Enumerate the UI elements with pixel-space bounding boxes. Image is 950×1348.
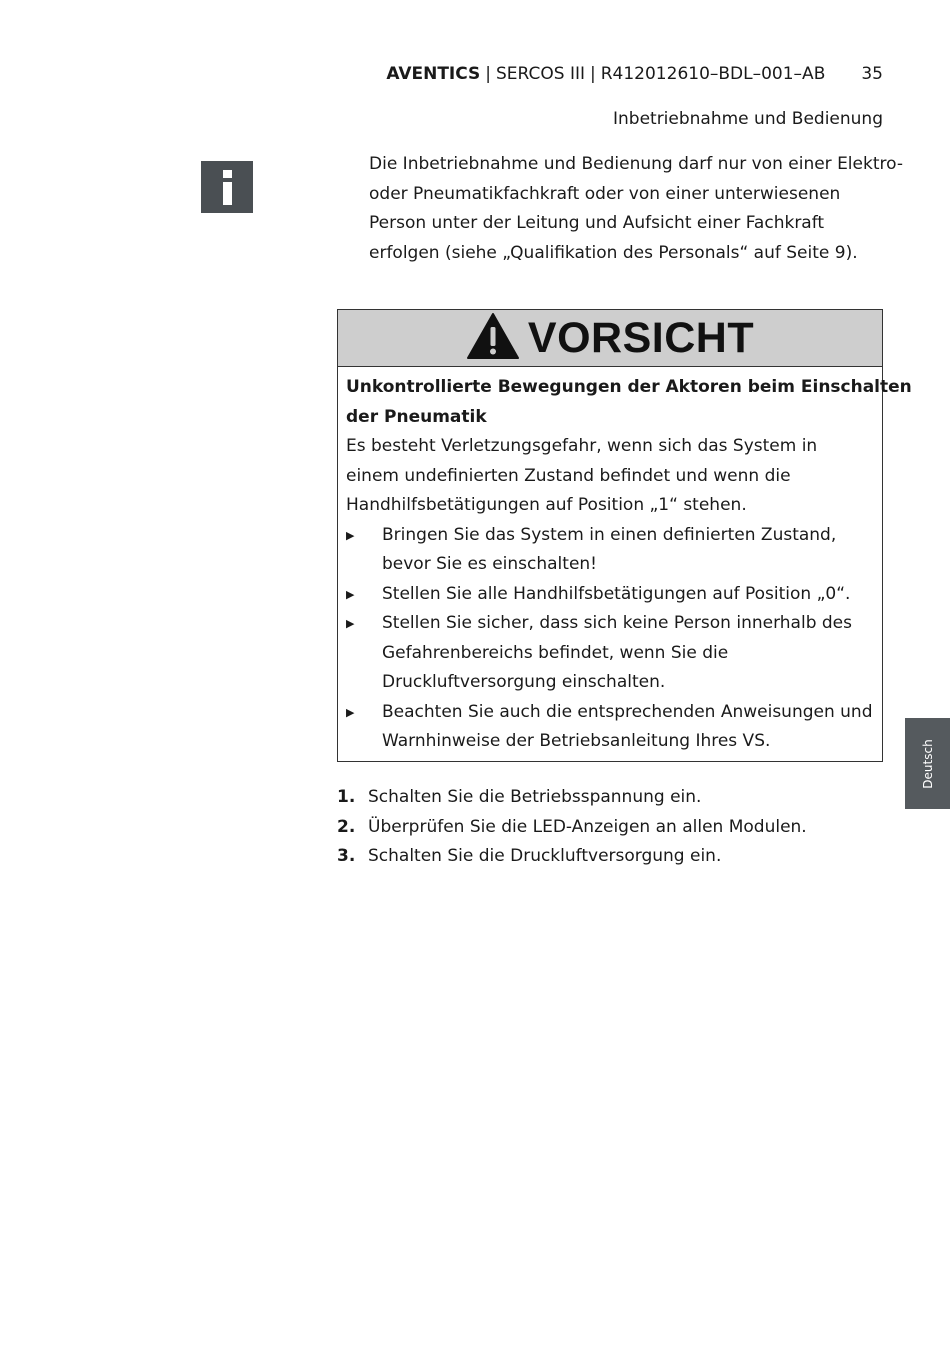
step-text: Schalten Sie die Druckluftversorgung ein. [368,846,722,867]
warning-body [346,373,912,757]
step-item [337,783,897,813]
bullet-triangle-icon: ▶ [346,587,355,601]
warning-title: Unkontrollierte Bewegungen der Aktoren beim Einschalten [346,377,912,397]
page-number: 35 [861,64,883,84]
info-icon [201,161,253,213]
product-name: SERCOS III [496,64,585,84]
warning-bullet [346,698,880,757]
brand-name: AVENTICS [386,64,481,84]
warning-title: der Pneumatik [346,406,487,427]
info-line: Die Inbetriebnahme und Bedienung darf nur von einer Elektro- [369,154,903,174]
header-separator: | [485,64,492,84]
step-text: Schalten Sie die Betriebsspannung ein. [368,787,702,807]
warning-description: einem undefinierten Zustand befindet und wenn die [346,465,791,486]
bullet-triangle-icon: ▶ [346,705,355,719]
bullet-text: Beachten Sie auch die entsprechenden Anweisungen und [382,701,873,722]
warning-bullet [346,580,880,610]
bullet-triangle-icon: ▶ [346,528,355,542]
warning-header [338,310,882,367]
warning-bullet [346,609,880,698]
procedure-steps [337,783,897,872]
bullet-text: Druckluftversorgung einschalten. [382,672,666,692]
bullet-text: bevor Sie es einschalten! [382,554,597,574]
language-label: Deutsch [920,738,935,789]
step-text: Überprüfen Sie die LED-Anzeigen an allen Modulen. [368,816,807,837]
step-number: 1. [337,787,356,807]
step-number: 2. [337,816,356,837]
warning-triangle-icon [466,312,520,360]
bullet-text: Gefahrenbereichs befindet, wenn Sie die [382,642,729,663]
step-item [337,813,897,843]
bullet-text: Warnhinweise der Betriebsanleitung Ihres VS. [382,731,771,751]
warning-bullet [346,521,880,580]
info-line: Person unter der Leitung und Aufsicht einer Fachkraft [369,213,825,234]
bullet-text: Stellen Sie sicher, dass sich keine Person innerhalb des [382,613,852,633]
step-number: 3. [337,846,356,867]
info-line: erfolgen (siehe „Qualifikation des Personals“ auf Seite 9). [369,243,858,264]
info-line: oder Pneumatikfachkraft oder von einer unterwiesenen [369,183,841,204]
bullet-text: Bringen Sie das System in einen definierten Zustand, [382,524,837,545]
bullet-triangle-icon: ▶ [346,617,355,630]
language-tab [905,718,950,809]
warning-description: Es besteht Verletzungsgefahr, wenn sich das System in [346,436,818,456]
step-item [337,842,897,872]
header-separator: | [590,64,596,84]
section-title: Inbetriebnahme und Bedienung [612,109,883,129]
warning-box [337,309,912,762]
info-note [369,150,903,269]
warning-description: Handhilfsbetätigungen auf Position „1“ stehen. [346,495,747,515]
document-number: R412012610–BDL–001–AB [600,64,826,84]
bullet-text: Stellen Sie alle Handhilfsbetätigungen auf Position „0“. [382,583,851,604]
signal-word: VORSICHT [527,313,755,362]
running-header [300,63,883,85]
